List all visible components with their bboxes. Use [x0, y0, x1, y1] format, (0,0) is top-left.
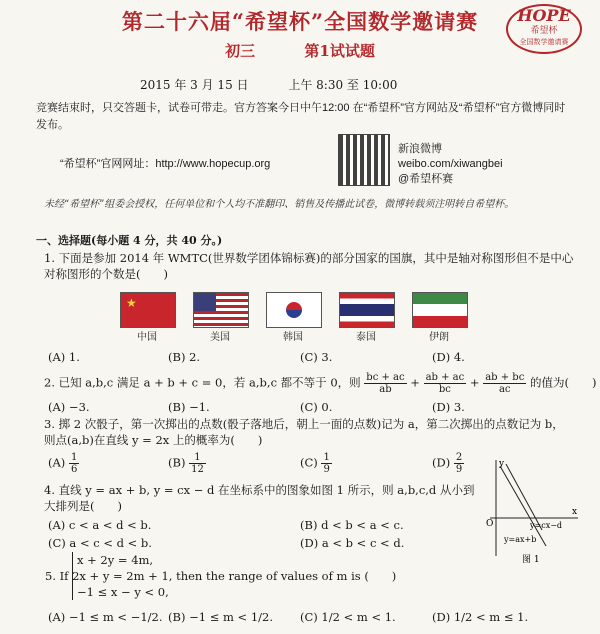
- question-2-stem: 2. 已知 a,b,c 满足 a + b + c = 0，若 a,b,c 都不等于 0，则 $\frac{bc + ac}{ab}$ + $\frac{ab + ac}{bc}$ + $\frac{ab + bc}{ac}$ 的值为( ): [44, 372, 597, 395]
- line-ax-plus-b: [500, 466, 546, 546]
- flag-name: 韩国: [283, 332, 303, 343]
- time-text: 上午 8:30 至 10:00: [288, 78, 398, 92]
- q5-system-line1: x + 2y = 4m,: [77, 553, 154, 567]
- weibo-line2: weibo.com/xiwangbei: [398, 158, 503, 170]
- flag-thailand: [339, 292, 395, 343]
- y-axis-label: y: [499, 459, 505, 469]
- q2-option-c: (C) 0.: [300, 400, 333, 414]
- q3-option-b: (B) $\frac{1}{12}$: [168, 452, 204, 475]
- iran-flag-icon: [412, 292, 468, 328]
- q5-option-d: (D) 1/2 < m ≤ 1.: [432, 610, 529, 624]
- q2-fraction-1: $\frac{bc + ac}{ab}$: [366, 372, 405, 395]
- q2-stem-b: 的值为( ): [529, 375, 597, 390]
- date-text: 2015 年 3 月 15 日: [140, 78, 249, 92]
- question-1-stem: 1. 下面是参加 2014 年 WMTC(世界数学团体锦标赛)的部分国家的国旗，其中是轴对称图形但不是中心对称图形的个数是( ): [44, 251, 574, 281]
- q5-option-a: (A) −1 ≤ m < −1/2.: [48, 610, 163, 624]
- q4-option-d: (D) a < b < c < d.: [300, 536, 405, 550]
- flag-name: 伊朗: [429, 332, 449, 343]
- q5-option-c: (C) 1/2 < m < 1.: [300, 610, 396, 624]
- grade-label: 初三: [225, 42, 256, 60]
- weibo-info: [398, 142, 503, 187]
- flag-usa: [193, 292, 249, 343]
- q1-option-d: (D) 4.: [432, 350, 465, 364]
- section-heading: 一、选择题(每小题 4 分，共 40 分。): [36, 234, 223, 247]
- q3-option-d: (D) $\frac{2}{9}$: [432, 452, 463, 475]
- q4-option-b: (B) d < b < a < c.: [300, 518, 404, 532]
- question-5: [44, 552, 484, 600]
- thailand-flag-icon: [339, 292, 395, 328]
- q5-system-line2: 2x + y = 2m + 1, then the range of values of m is ( ): [72, 569, 397, 583]
- logo-sub2: 全国数学邀请赛: [519, 38, 569, 46]
- logo-sub1: 希望杯: [530, 26, 558, 36]
- weibo-line3: @希望杯赛: [398, 173, 454, 185]
- q1-option-a: (A) 1.: [48, 350, 80, 364]
- official-site: “希望杯”官网网址：http://www.hopecup.org: [60, 158, 271, 170]
- figure-caption: 图 1: [522, 555, 540, 565]
- q2-option-a: (A) −3.: [48, 400, 90, 414]
- line1-label: y=cx−d: [530, 521, 563, 530]
- qr-code-icon: [338, 134, 390, 186]
- q4-option-a: (A) c < a < d < b.: [48, 518, 152, 532]
- round-label: 第1试试题: [304, 42, 375, 60]
- q5-option-b: (B) −1 ≤ m < 1/2.: [168, 610, 273, 624]
- hope-cup-logo: [506, 4, 582, 54]
- q4-option-c: (C) a < c < d < b.: [48, 536, 152, 550]
- usa-flag-icon: [193, 292, 249, 328]
- flag-korea: [266, 292, 322, 343]
- q1-option-b: (B) 2.: [168, 350, 201, 364]
- origin-label: O: [486, 519, 494, 529]
- q3-option-c: (C) $\frac{1}{9}$: [300, 452, 330, 475]
- question-4-stem: 4. 直线 y = ax + b, y = cx − d 在坐标系中的图象如图 1 所示，则 a,b,c,d 从小到大排列是( ): [44, 483, 475, 513]
- china-flag-icon: ★: [120, 292, 176, 328]
- line2-label: y=ax+b: [504, 535, 537, 544]
- figure-1-graph: [482, 456, 582, 566]
- exam-date: [140, 76, 433, 93]
- korea-flag-icon: [266, 292, 322, 328]
- notice-text: 竞赛结束时，只交答题卡，试卷可带走。官方答案今日中午12:00 在“希望杯”官方网站及“希望杯”官方微博同时发布。: [36, 102, 566, 131]
- flag-china: [120, 292, 176, 343]
- copyright-note: 未经“希望杯”组委会授权，任何单位和个人均不准翻印、销售及传播此试卷，微博转载须注明转自希望杯。: [44, 199, 515, 210]
- q1-option-c: (C) 3.: [300, 350, 333, 364]
- question-3-stem: 3. 掷 2 次骰子，第一次掷出的点数(骰子落地后，朝上一面的点数)记为 a，第二次掷出的点数记为 b，则点(a,b)在直线 y = 2x 上的概率为( ): [44, 417, 564, 447]
- q2-option-d: (D) 3.: [432, 400, 465, 414]
- flag-iran: [412, 292, 468, 343]
- weibo-line1: 新浪微博: [398, 143, 442, 155]
- flag-name: 中国: [137, 332, 157, 343]
- flag-name: 泰国: [356, 332, 376, 343]
- q2-fraction-2: $\frac{ab + ac}{bc}$: [425, 372, 465, 395]
- q2-fraction-3: $\frac{ab + bc}{ac}$: [485, 372, 525, 395]
- x-axis-label: x: [572, 507, 578, 517]
- q2-option-b: (B) −1.: [168, 400, 210, 414]
- q5-system-line3: −1 ≤ x − y < 0,: [77, 585, 169, 599]
- logo-main-text: HOPE: [517, 6, 571, 25]
- q5-prefix: 5. If: [45, 569, 69, 583]
- exam-title: 第二十六届“希望杯”全国数学邀请赛: [121, 9, 479, 34]
- q3-option-a: (A) $\frac{1}{6}$: [48, 452, 78, 475]
- q2-stem-a: 2. 已知 a,b,c 满足 a + b + c = 0，若 a,b,c 都不等于 0，则: [44, 375, 361, 390]
- flag-name: 美国: [210, 332, 230, 343]
